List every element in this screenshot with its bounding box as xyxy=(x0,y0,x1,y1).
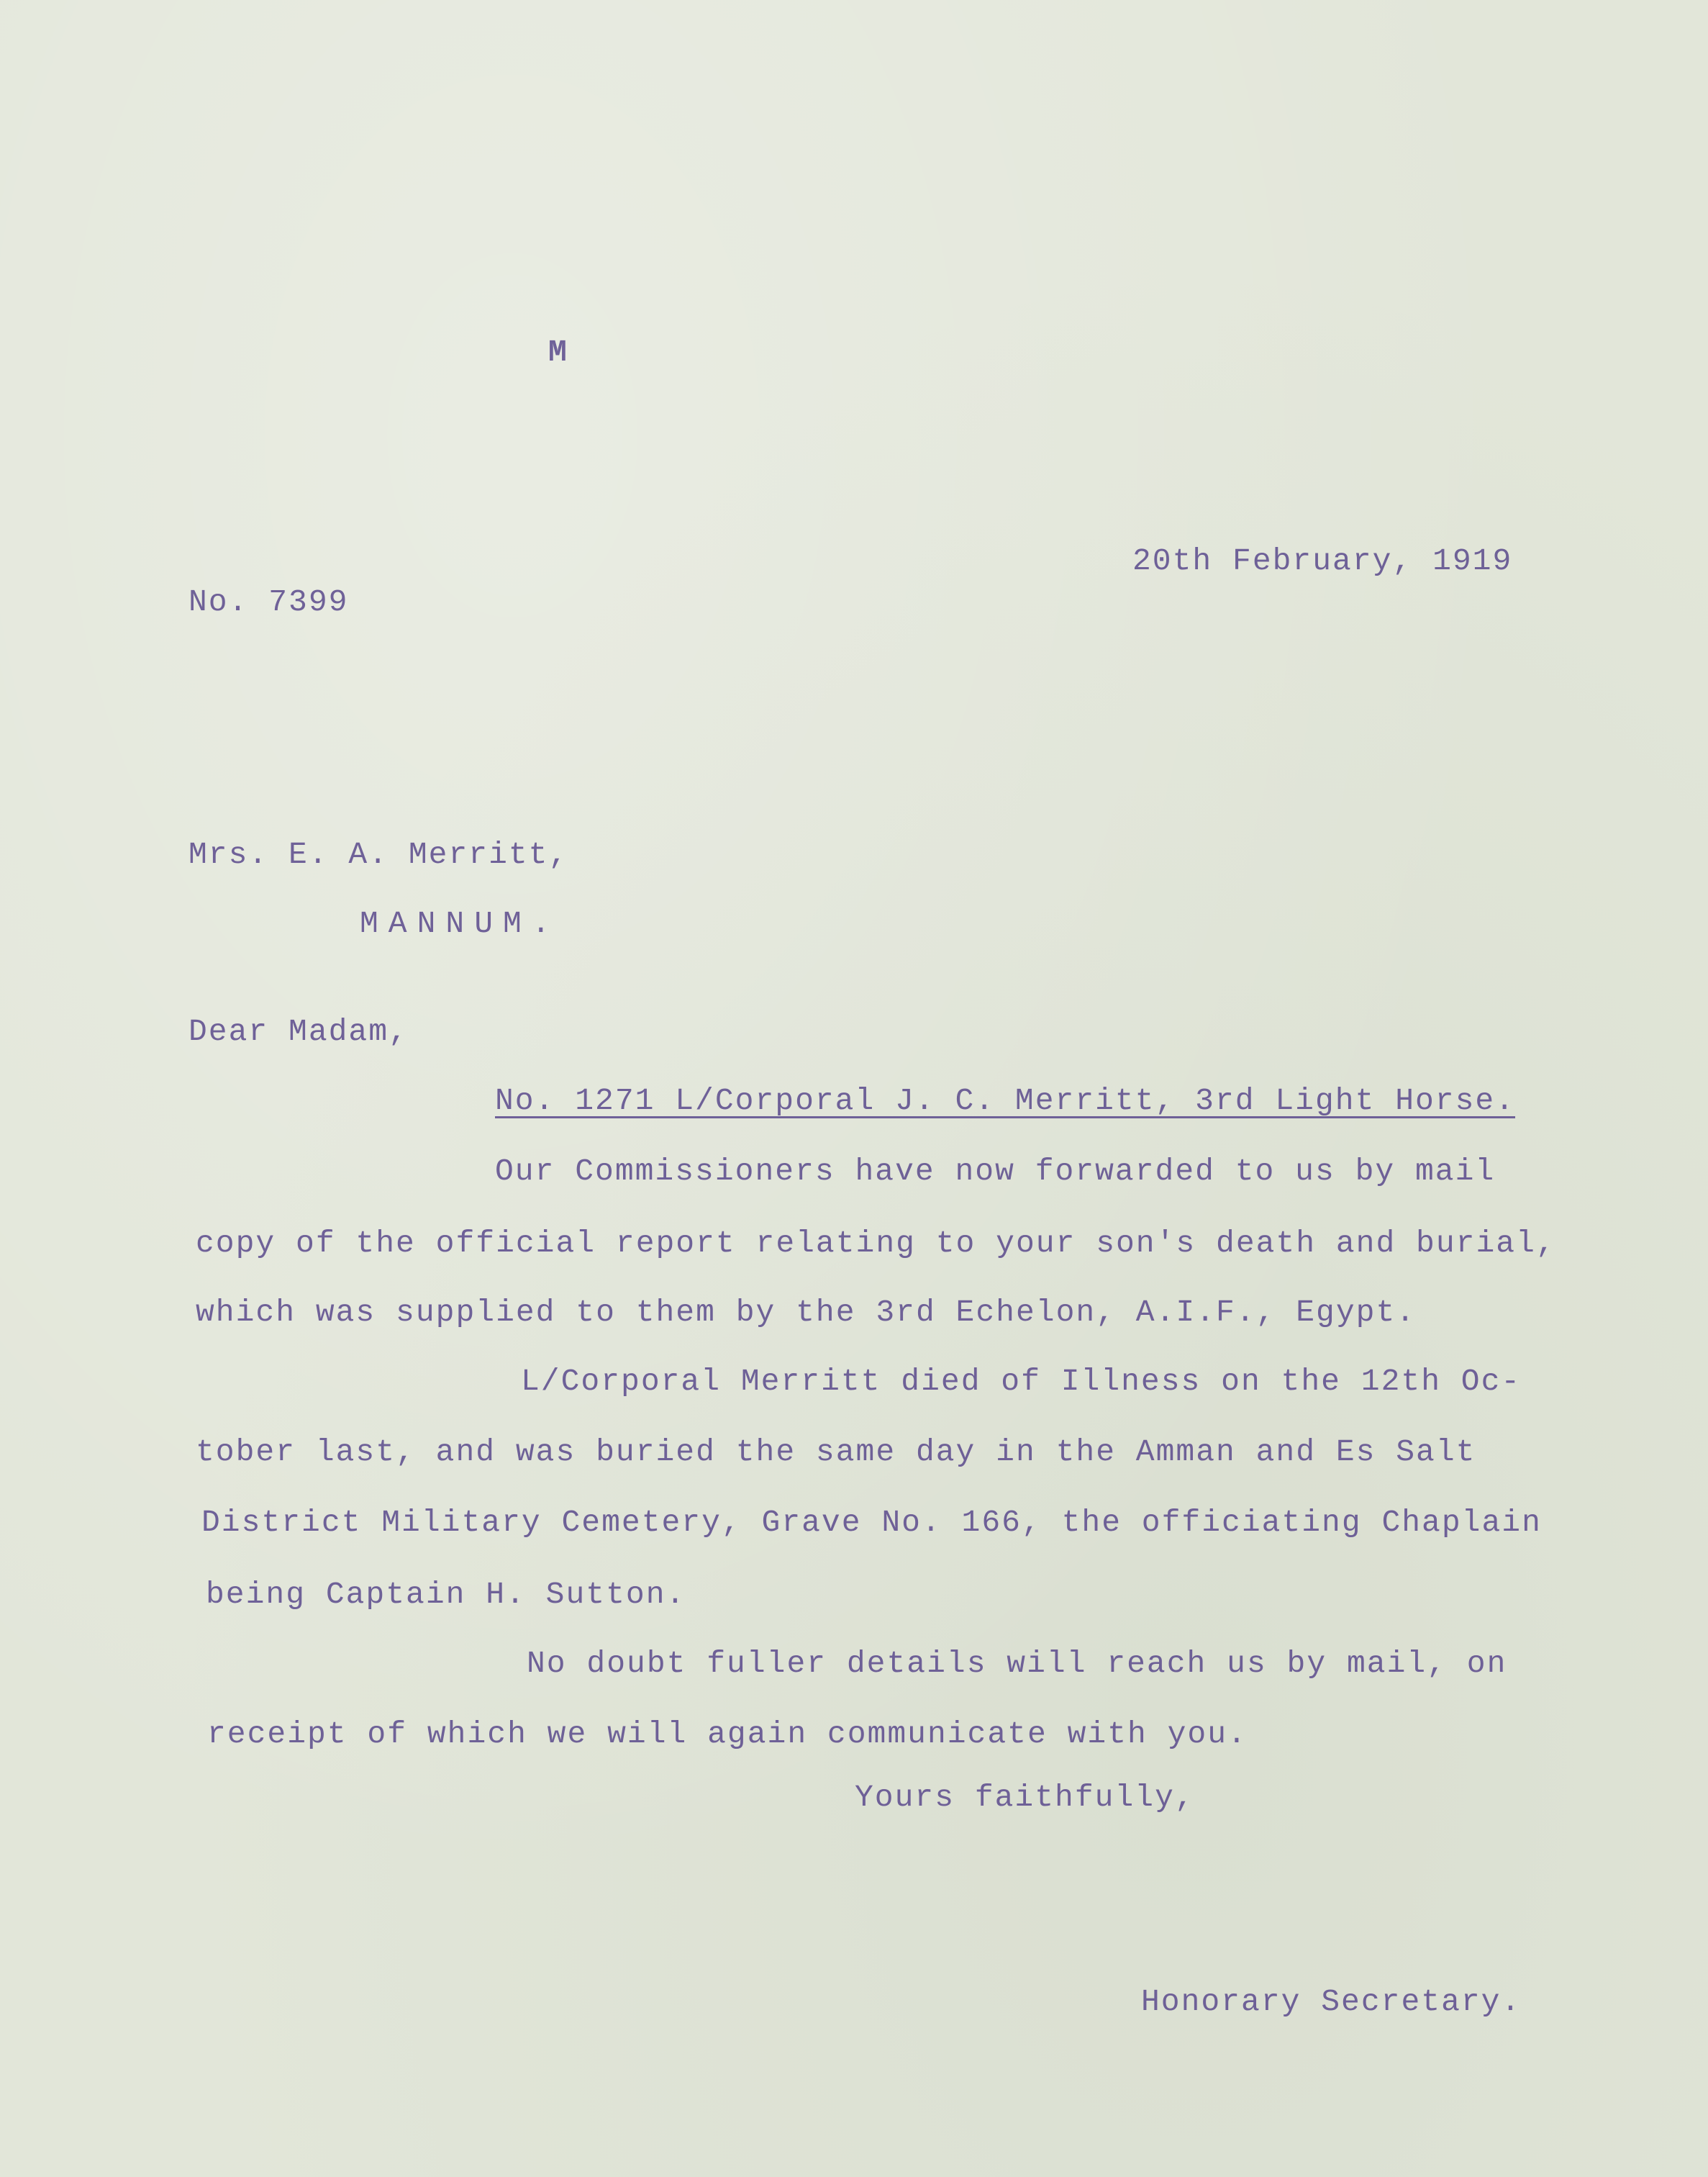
body-line: District Military Cemetery, Grave No. 166, the officiating Chaplain xyxy=(201,1505,1542,1540)
body-line: receipt of which we will again communicate with you. xyxy=(207,1716,1248,1752)
signatory-title: Honorary Secretary. xyxy=(1141,1984,1522,2019)
salutation: Dear Madam, xyxy=(188,1014,409,1049)
body-line: No doubt fuller details will reach us by mail, on xyxy=(527,1646,1507,1681)
body-line: Our Commissioners have now forwarded to us by mail xyxy=(495,1154,1496,1189)
subject-line: No. 1271 L/Corporal J. C. Merritt, 3rd Light Horse. xyxy=(495,1083,1516,1118)
body-line: copy of the official report relating to your son's death and burial, xyxy=(196,1226,1556,1261)
body-line: tober last, and was buried the same day in the Amman and Es Salt xyxy=(196,1434,1476,1470)
body-line: which was supplied to them by the 3rd Echelon, A.I.F., Egypt. xyxy=(196,1295,1417,1330)
body-line: L/Corporal Merritt died of Illness on the 12th Oc- xyxy=(521,1364,1522,1399)
letter-date: 20th February, 1919 xyxy=(1132,543,1513,579)
closing: Yours faithfully, xyxy=(855,1780,1195,1815)
file-mark: M xyxy=(548,335,568,370)
body-line: being Captain H. Sutton. xyxy=(206,1577,686,1612)
addressee-town: MANNUM. xyxy=(360,906,560,941)
reference-number: No. 7399 xyxy=(188,584,349,620)
addressee-name: Mrs. E. A. Merritt, xyxy=(188,837,569,872)
